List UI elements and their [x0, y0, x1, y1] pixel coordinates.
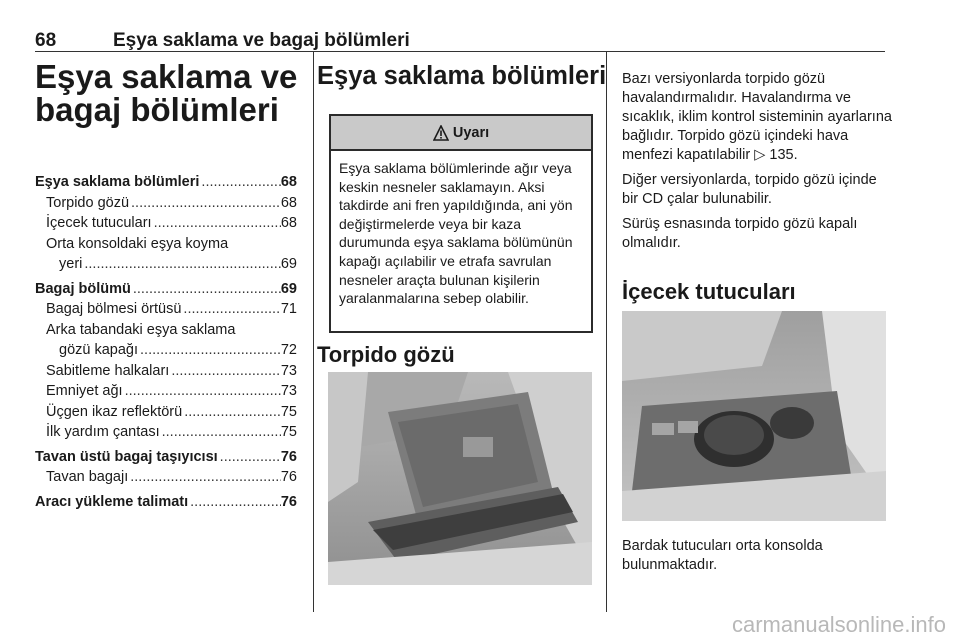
toc-entry[interactable] — [35, 172, 297, 193]
toc-entry[interactable] — [35, 402, 297, 423]
toc-leader-dots — [82, 254, 280, 275]
toc-leader-dots — [181, 299, 280, 320]
toc-entry[interactable] — [35, 467, 297, 488]
toc-entry-page: 75 — [280, 424, 297, 440]
page-number: 68 — [35, 30, 57, 51]
toc-entry-page: 73 — [280, 383, 297, 399]
warning-header — [331, 116, 591, 151]
toc-entry-page: 68 — [280, 194, 297, 211]
toc-leader-dots — [123, 381, 281, 402]
toc-entry-label: Orta konsoldaki eşya koyma — [46, 235, 229, 252]
toc-entry[interactable] — [35, 447, 297, 468]
toc-leader-dots — [129, 193, 281, 214]
toc-entry-page: 72 — [280, 342, 297, 358]
cupholders-photo — [622, 311, 886, 521]
section-title: Eşya saklama bölümleri — [317, 62, 607, 90]
toc-entry-label: Bagaj bölmesi örtüsü — [46, 301, 182, 317]
running-title: Eşya saklama ve bagaj bölümleri — [113, 30, 410, 51]
chapter-title-line2: bagaj bölümleri — [35, 91, 279, 128]
paragraph-ventilation — [622, 70, 892, 165]
toc-entry-page: 69 — [280, 280, 297, 297]
toc-entry-label: yeri — [59, 256, 83, 272]
toc-leader-dots — [218, 447, 281, 468]
toc-leader-dots — [188, 492, 281, 513]
toc-entry-page: 68 — [280, 215, 297, 231]
toc-entry-label: Tavan bagajı — [46, 469, 129, 485]
toc-entry[interactable] — [35, 234, 297, 255]
cupholders-heading: İçecek tutucuları — [622, 279, 796, 304]
page-reference[interactable] — [754, 147, 797, 163]
toc-entry[interactable] — [35, 320, 297, 341]
toc-entry-page: 71 — [280, 301, 297, 317]
column-divider-right — [606, 52, 607, 612]
toc-leader-dots — [182, 402, 281, 423]
glovebox-photo — [328, 372, 592, 585]
glovebox-description — [622, 70, 892, 259]
page-header — [35, 30, 885, 52]
toc-entry[interactable] — [35, 213, 297, 234]
toc-leader-dots — [169, 361, 281, 382]
watermark: carmanualsonline.info — [731, 612, 946, 637]
toc-entry-label: Üçgen ikaz reflektörü — [46, 403, 183, 420]
warning-heading: Uyarı — [452, 124, 490, 141]
table-of-contents — [35, 172, 297, 512]
toc-entry-page: 73 — [280, 362, 297, 379]
chapter-title-line1: Eşya saklama ve — [35, 58, 298, 95]
toc-entry-label: Eşya saklama bölümleri — [35, 174, 200, 190]
toc-entry-page: 76 — [280, 448, 297, 465]
toc-entry-label: Bagaj bölümü — [35, 280, 131, 297]
toc-entry[interactable] — [35, 422, 297, 443]
paragraph-driving: Sürüş esnasında torpido gözü kapalı olmalıdır. — [622, 216, 858, 251]
toc-leader-dots — [131, 279, 281, 300]
toc-entry[interactable] — [35, 381, 297, 402]
toc-entry-label: Sabitleme halkaları — [46, 362, 170, 379]
toc-entry-label: Aracı yükleme talimatı — [35, 493, 189, 510]
reference-arrow-icon: ▷ — [754, 147, 766, 163]
toc-entry-label: Emniyet ağı — [46, 383, 123, 399]
toc-leader-dots — [128, 467, 281, 488]
toc-leader-dots — [138, 340, 281, 361]
toc-entry-page: 69 — [280, 256, 297, 272]
header-rule — [35, 51, 885, 52]
toc-leader-dots — [160, 422, 281, 443]
paragraph-cd-player: Diğer versiyonlarda, torpido gözü içinde bir CD çalar bulunabilir. — [622, 172, 877, 207]
chapter-title — [35, 60, 305, 126]
toc-entry[interactable] — [35, 279, 297, 300]
toc-entry-label: İçecek tutucuları — [46, 215, 152, 231]
toc-entry-label: İlk yardım çantası — [46, 424, 160, 440]
toc-entry-label: Torpido gözü — [46, 194, 130, 211]
toc-entry[interactable] — [35, 299, 297, 320]
cupholders-caption: Bardak tutucuları orta konsolda bulunmaktadır. — [622, 538, 823, 573]
toc-entry[interactable] — [35, 492, 297, 513]
ventilation-text: Bazı versiyonlarda torpido gözü havalandırmalıdır. Havalandırma ve sıcaklık, iklim kontrol sisteminin ayarlarına bağlıdır. Torpido gözü içindeki hava menfezi kapatılabilir — [622, 71, 892, 163]
toc-entry-page: 76 — [280, 469, 297, 485]
glovebox-heading: Torpido gözü — [317, 342, 455, 367]
toc-entry[interactable] — [35, 361, 297, 382]
toc-leader-dots — [199, 172, 280, 193]
toc-entry-label: Arka tabandaki eşya saklama — [46, 321, 236, 338]
column-divider-left — [313, 52, 314, 612]
toc-entry-label: gözü kapağı — [59, 342, 139, 358]
warning-text: Eşya saklama bölümlerinde ağır veya keskin nesneler saklamayın. Aksi takdirde ani fren yapıldığında, ani yön değiştirmelerde veya bir kaza durumunda eşya saklama bölümünün kapağı açılabilir ve etrafa savrulan nesneler araçta bulunan kişilerin yaralanmalarına sebep olabilir. — [339, 160, 573, 307]
page-reference-text: 135. — [769, 147, 798, 163]
toc-entry[interactable] — [35, 193, 297, 214]
toc-entry[interactable] — [35, 254, 297, 275]
warning-box — [329, 114, 593, 333]
toc-entry-page: 68 — [280, 174, 297, 190]
toc-leader-dots — [152, 213, 281, 234]
toc-entry-page: 76 — [280, 493, 297, 510]
toc-entry[interactable] — [35, 340, 297, 361]
toc-entry-label: Tavan üstü bagaj taşıyıcısı — [35, 448, 218, 465]
toc-entry-page: 75 — [280, 403, 297, 420]
warning-triangle-icon — [433, 125, 449, 141]
